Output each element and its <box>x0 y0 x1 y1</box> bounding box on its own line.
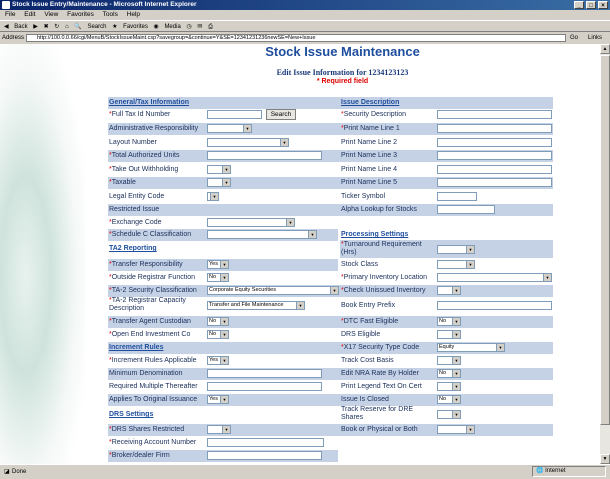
book-entry-prefix-label: Book Entry Prefix <box>341 302 396 309</box>
print-name-4-label: Print Name Line 4 <box>341 166 398 173</box>
favorites-label: Favorites <box>123 24 148 30</box>
address-url: http://100.0.0.66/cgi/MenuB/StockIssueMaint.csp?savegroup=&continue=Y&SE=12341231236newSE=New+Issue <box>37 35 316 41</box>
status-text: Done <box>12 469 27 475</box>
drs-restricted-label: *DRS Shares Restricted <box>109 426 185 433</box>
chevron-down-icon: ▼ <box>222 179 230 186</box>
minimize-button[interactable]: _ <box>574 1 584 9</box>
stop-icon[interactable]: ✖ <box>43 24 49 30</box>
menu-file[interactable]: File <box>5 11 16 18</box>
x17-label: *X17 Security Type Code <box>341 344 420 351</box>
primary-inventory-select[interactable] <box>437 273 552 282</box>
section-drs-settings: DRS Settings <box>109 411 154 418</box>
take-out-withholding-select[interactable] <box>207 165 231 174</box>
home-icon[interactable]: ⌂ <box>65 24 69 30</box>
restricted-issue-label: Restricted Issue <box>109 206 160 213</box>
section-ta2-reporting: TA2 Reporting <box>109 245 157 252</box>
required-multiple-label: Required Multiple Thereafter <box>109 383 198 390</box>
print-name-5-input[interactable] <box>437 178 552 187</box>
refresh-icon[interactable]: ↻ <box>54 24 60 30</box>
applies-original-label: Applies To Original Issuance <box>109 396 198 403</box>
open-end-label: *Open End Investment Co <box>109 331 191 338</box>
chevron-down-icon: ▼ <box>543 274 551 281</box>
zone-indicator: 🌐 Internet <box>532 466 606 477</box>
print-legend-select[interactable] <box>437 382 461 391</box>
security-description-label: *Security Description <box>341 111 406 118</box>
ta2-registrar-capacity-select[interactable]: Transfer and File Maintenance ▼ <box>207 301 305 310</box>
address-input[interactable] <box>26 34 566 42</box>
search-tax-id-button[interactable]: Search <box>266 109 296 120</box>
chevron-down-icon: ▼ <box>220 396 228 403</box>
chevron-down-icon: ▼ <box>308 231 316 238</box>
turnaround-select[interactable] <box>437 245 475 254</box>
toolbar <box>0 20 610 32</box>
media-button[interactable]: ◉ Media <box>153 24 181 30</box>
chevron-down-icon: ▼ <box>452 357 460 364</box>
ticker-symbol-label: Ticker Symbol <box>341 193 386 200</box>
page-title: Stock Issue Maintenance <box>265 44 420 59</box>
chevron-down-icon: ▼ <box>286 219 294 226</box>
chevron-down-icon: ▼ <box>330 287 338 294</box>
print-name-3-label: Print Name Line 3 <box>341 152 398 159</box>
primary-inventory-label: *Primary Inventory Location <box>341 274 427 281</box>
status-bar <box>0 464 610 479</box>
min-denomination-label: Minimum Denomination <box>109 370 183 377</box>
issue-closed-label: Issue Is Closed <box>341 396 389 403</box>
outside-registrar-label: *Outside Registrar Function <box>109 274 195 281</box>
drs-eligible-label: DRS Eligible <box>341 331 381 338</box>
print-name-2-label: Print Name Line 2 <box>341 139 398 146</box>
section-processing-settings: Processing Settings <box>341 231 409 238</box>
menu-tools[interactable]: Tools <box>102 11 118 18</box>
track-cost-label: Track Cost Basis <box>341 357 394 364</box>
alpha-lookup-input[interactable] <box>437 205 495 214</box>
menu-view[interactable]: View <box>44 11 59 18</box>
print-name-4-input[interactable] <box>437 165 552 174</box>
issue-closed-select[interactable]: No ▼ <box>437 395 461 404</box>
menu-bar <box>0 10 610 20</box>
chevron-down-icon: ▼ <box>452 396 460 403</box>
page-subtitle: Edit Issue Information for 1234123123 <box>276 68 409 77</box>
links-button[interactable]: Links <box>588 35 603 41</box>
chevron-down-icon: ▼ <box>220 318 228 325</box>
ta2-classification-select[interactable]: Corporate Equity Securities ▼ <box>207 286 339 295</box>
go-button[interactable]: Go <box>570 35 579 41</box>
ta2-registrar-capacity-label: *TA-2 Registrar Capacity Description <box>109 297 186 312</box>
edit-nra-select[interactable]: No ▼ <box>437 369 461 378</box>
transfer-responsibility-label: *Transfer Responsibility <box>109 261 183 268</box>
taxable-select[interactable] <box>207 178 231 187</box>
ie-logo-icon <box>2 1 10 9</box>
chevron-down-icon: ▼ <box>210 193 218 200</box>
schedule-c-select[interactable] <box>207 230 317 239</box>
print-name-2-input[interactable] <box>437 138 552 147</box>
search-button[interactable]: 🔍 Search <box>74 24 107 30</box>
chevron-down-icon: ▼ <box>466 426 474 433</box>
check-unissued-label: *Check Unissued Inventory <box>341 287 426 294</box>
stock-class-label: Stock Class <box>341 261 378 268</box>
chevron-down-icon: ▼ <box>222 426 230 433</box>
menu-favorites[interactable]: Favorites <box>67 11 94 18</box>
chevron-down-icon: ▼ <box>452 318 460 325</box>
check-unissued-select[interactable] <box>437 286 461 295</box>
search-label: Search <box>87 24 107 30</box>
increment-applicable-label: *Increment Rules Applicable <box>109 357 197 364</box>
chevron-down-icon: ▼ <box>496 344 504 351</box>
legal-entity-select[interactable] <box>207 192 219 201</box>
transfer-agent-select[interactable]: No ▼ <box>207 317 229 326</box>
book-physical-select[interactable] <box>437 425 475 434</box>
title-bar <box>0 0 610 10</box>
print-name-5-label: Print Name Line 5 <box>341 179 398 186</box>
print-name-1-input[interactable] <box>437 124 552 133</box>
track-cost-select[interactable] <box>437 356 461 365</box>
open-end-select[interactable]: No ▼ <box>207 330 229 339</box>
chevron-down-icon: ▼ <box>243 125 251 132</box>
schedule-c-label: *Schedule C Classification <box>109 231 192 238</box>
menu-edit[interactable]: Edit <box>24 11 36 18</box>
increment-applicable-select[interactable]: Yes ▼ <box>207 356 229 365</box>
status-done-icon: ◪ <box>4 469 10 475</box>
ticker-symbol-input[interactable] <box>437 192 477 201</box>
dtc-fast-label: *DTC Fast Eligible <box>341 318 399 325</box>
menu-help[interactable]: Help <box>126 11 141 18</box>
print-legend-label: Print Legend Text On Cert <box>341 383 422 390</box>
receiving-account-input[interactable] <box>207 438 324 447</box>
sidebar-decoration <box>0 44 85 464</box>
stock-class-select[interactable] <box>437 260 475 269</box>
chevron-down-icon: ▼ <box>296 302 304 309</box>
exchange-code-select[interactable] <box>207 218 295 227</box>
maximize-button[interactable]: □ <box>586 1 596 9</box>
track-reserve-select[interactable] <box>437 410 461 419</box>
admin-responsibility-label: Administrative Responsibility <box>109 125 199 132</box>
min-denomination-input[interactable] <box>207 369 322 378</box>
alpha-lookup-label: Alpha Lookup for Stocks <box>341 206 417 213</box>
book-physical-label: Book or Physical or Both <box>341 426 418 433</box>
chevron-down-icon: ▼ <box>280 139 288 146</box>
chevron-down-icon: ▼ <box>220 331 228 338</box>
outside-registrar-select[interactable]: No ▼ <box>207 273 229 282</box>
chevron-down-icon: ▼ <box>452 287 460 294</box>
legal-entity-label: Legal Entity Code <box>109 193 165 200</box>
transfer-agent-label: *Transfer Agent Custodian <box>109 318 191 325</box>
applies-original-select[interactable]: Yes ▼ <box>207 395 229 404</box>
scroll-down-icon[interactable]: ▼ <box>600 454 610 464</box>
print-name-1-label: *Print Name Line 1 <box>341 125 400 132</box>
chevron-down-icon: ▼ <box>222 166 230 173</box>
back-label: Back <box>14 24 28 30</box>
chevron-down-icon: ▼ <box>452 383 460 390</box>
section-general-tax: General/Tax Information <box>109 99 189 106</box>
window-title: Stock Issue Entry/Maintenance - Microsoft Internet Explorer <box>12 1 197 8</box>
vertical-scrollbar[interactable] <box>600 44 610 464</box>
layout-number-label: Layout Number <box>109 139 157 146</box>
section-increment-rules: Increment Rules <box>109 344 164 351</box>
section-issue-description: Issue Description <box>341 99 400 106</box>
chevron-down-icon: ▼ <box>220 274 228 281</box>
full-tax-id-label: *Full Tax Id Number <box>109 111 171 118</box>
back-button[interactable]: ◀ Back <box>4 24 28 30</box>
exchange-code-label: *Exchange Code <box>109 219 162 226</box>
favorites-button[interactable]: ★ Favorites <box>112 24 148 30</box>
scroll-thumb[interactable] <box>600 55 610 425</box>
zone-text: Internet <box>545 468 566 474</box>
print-icon[interactable]: ⎙ <box>208 24 213 30</box>
chevron-down-icon: ▼ <box>220 357 228 364</box>
total-authorized-input[interactable] <box>207 151 322 160</box>
forward-button[interactable]: ▶ <box>33 24 38 30</box>
turnaround-label: *Turnaround Requirement (Hrs) <box>341 241 422 256</box>
book-entry-prefix-input[interactable] <box>437 301 552 310</box>
take-out-withholding-label: *Take Out Withholding <box>109 166 179 173</box>
track-reserve-label: Track Reserve for DRE Shares <box>341 406 414 421</box>
required-note: * Required field <box>316 78 369 85</box>
taxable-label: *Taxable <box>109 179 136 186</box>
broker-dealer-label: *Broker/dealer Firm <box>109 452 170 459</box>
media-label: Media <box>164 24 181 30</box>
chevron-down-icon: ▼ <box>220 261 228 268</box>
dtc-fast-select[interactable]: No ▼ <box>437 317 461 326</box>
total-authorized-label: *Total Authorized Units <box>109 152 180 159</box>
chevron-down-icon: ▼ <box>452 370 460 377</box>
address-bar <box>0 32 610 44</box>
mail-icon[interactable]: ✉ <box>197 24 203 30</box>
ta2-classification-label: *TA-2 Security Classification <box>109 287 197 294</box>
scroll-up-icon[interactable]: ▲ <box>600 44 610 54</box>
print-name-3-input[interactable] <box>437 151 552 160</box>
close-button[interactable]: × <box>598 1 608 9</box>
transfer-responsibility-select[interactable]: Yes ▼ <box>207 260 229 269</box>
chevron-down-icon: ▼ <box>452 411 460 418</box>
security-description-input[interactable] <box>437 110 552 119</box>
drs-restricted-select[interactable] <box>207 425 231 434</box>
chevron-down-icon: ▼ <box>466 261 474 268</box>
admin-responsibility-select[interactable] <box>207 124 252 133</box>
x17-select[interactable]: Equity ▼ <box>437 343 505 352</box>
full-tax-id-input[interactable] <box>207 110 262 119</box>
broker-dealer-input[interactable] <box>207 451 322 460</box>
chevron-down-icon: ▼ <box>466 246 474 253</box>
edit-nra-label: Edit NRA Rate By Holder <box>341 370 419 377</box>
drs-eligible-select[interactable] <box>437 330 461 339</box>
history-icon[interactable]: ◷ <box>186 24 192 30</box>
address-label: Address <box>2 35 25 41</box>
chevron-down-icon: ▼ <box>452 331 460 338</box>
receiving-account-label: *Receiving Account Number <box>109 439 197 446</box>
layout-number-select[interactable] <box>207 138 289 147</box>
required-multiple-input[interactable] <box>207 382 322 391</box>
